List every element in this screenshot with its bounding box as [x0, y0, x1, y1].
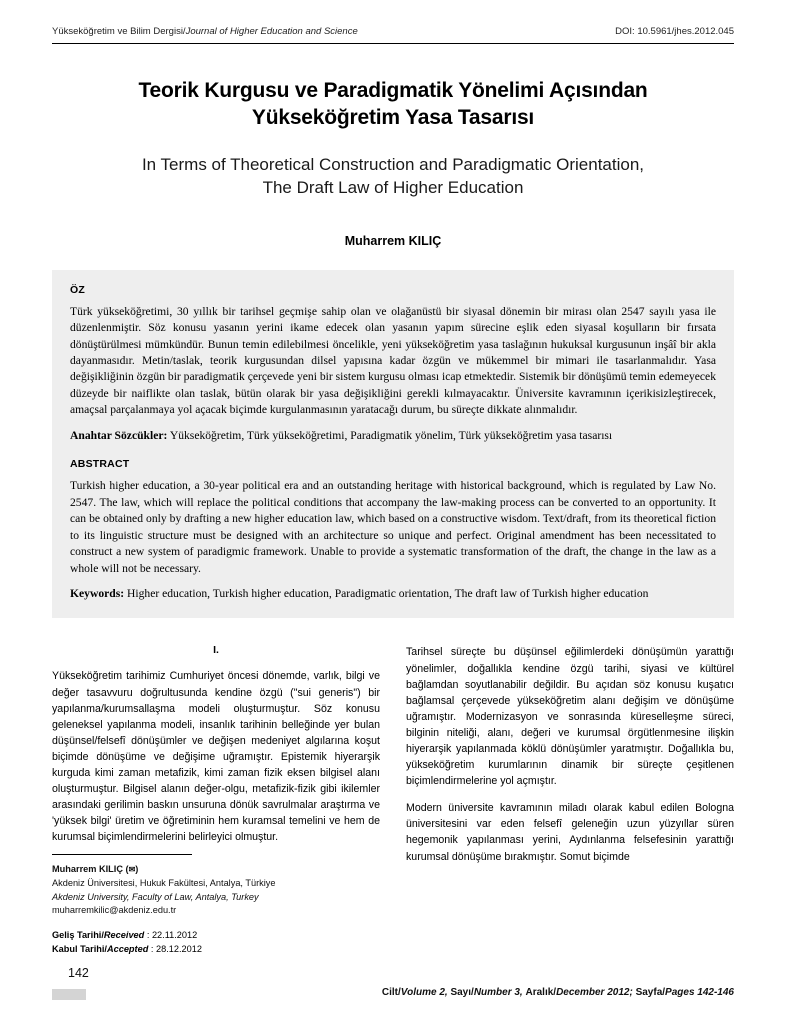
paragraph: Yükseköğretim tarihimiz Cumhuriyet öncesi dönemde, varlık, bilgi ve değer tasavvuru doğrultusunda kendine özgü ("sui generis") bir yapılanma/kurumsallaşma modeli oluşturmuştur. Söz konusu geleneksel yapılanma modeli, insanlık tarihinin belleğinde yer bulan düşünsel/felsefî dönüşümler ve değişen medeniyet algılarına koşut biçimde dönüşüme ve değişime uğramıştır. Epistemik hiyerarşik kurguda kimi zaman metafizik, kimi zaman fizik eksen bilgisel alanı oluşturmuştur. Bilgisel alanın değer-olgu, metafizik-fizik gibi ikilemler arasındaki gerilimin baskın unsuruna dönük savrulmalar araştırma ve 'yüksek bilgi' üretim ve öğretiminin hem kuramsal temelini ve hem de kurumsal biçimlendirmelerini belirleyici olmuştur.: [52, 670, 380, 844]
author-name: Muharrem KILIÇ: [344, 233, 442, 248]
citation-month-tr: Aralık/: [525, 987, 557, 998]
accepted-label-en: Accepted: [106, 944, 149, 955]
abstract-tr-heading: ÖZ: [70, 283, 85, 296]
received-label-en: Received: [103, 930, 145, 941]
abstract-en-heading: ABSTRACT: [70, 458, 130, 471]
citation-line: [382, 987, 734, 998]
column-left: [52, 644, 380, 875]
page-title-tr: [52, 78, 734, 132]
journal-name: [52, 26, 358, 37]
page-title-en: [52, 154, 734, 200]
keywords-en: [70, 586, 716, 602]
manuscript-dates: [52, 928, 382, 957]
citation-issue-tr: Sayı/: [450, 987, 474, 998]
keywords-tr-list: Yükseköğretim, Türk yükseköğretimi, Paradigmatik yönelim, Türk yükseköğretim yasa tasarısı: [169, 428, 613, 442]
citation-pages-en: Pages 142-146: [665, 987, 734, 998]
doi: DOI: 10.5961/jhes.2012.045: [615, 26, 734, 37]
abstract-tr-text: Türk yükseköğretimi, 30 yıllık bir tarihsel geçmişe sahip olan ve olağanüstü bir siyasal dönemin bir mirası olan 2547 sayılı yasa ile düzenlenmiştir. Söz konusu yasanın yerini ikame edecek olan yasanın yapım sürecine eşlik eden siyasal koşulların bir fırsata dönüştürülmesi mümkündür. Bunun temin edilebilmesi öncelikle, yeni yükseköğretim yasa taslağının hukuksal kurgusunun inşâî bir akla dayanmasıdır. Metin/taslak, teorik kurgusundan dilsel yapısına kadar özgün ve mükemmel bir mimari ile tasarlanmalıdır. Yasa değişikliğinin özgün bir paradigmatik çerçevede yeni bir sistem kurgusu olması icap etmektedir. Sistemik bir dönüşümü temin edemeyecek düzeyde bir naiflikte olan taslak, bütün olarak bir yasa değişikliğini gerekli kılmayacaktır. Üniversite kavramının içerikisizleştirecek, amaçsal parçalanmaya yol açacak biçimde kurgulanmasının yaratacağı durum, bu süreçte dikkate alınmalıdır.: [70, 304, 716, 417]
received-date-line: [52, 928, 382, 942]
title-tr-line1: Teorik Kurgusu ve Paradigmatik Yönelimi Açısından: [138, 79, 648, 102]
page-tab-marker: [52, 989, 86, 1000]
journal-name-tr: Yükseköğretim ve Bilim Dergisi/: [52, 26, 186, 37]
footnote-divider: [52, 854, 192, 855]
footnote-author-name: Muharrem KILIÇ: [52, 864, 123, 874]
footnote-block: [52, 854, 382, 957]
citation-volume-tr: Cilt/: [381, 987, 401, 998]
affiliation-tr: Akdeniz Üniversitesi, Hukuk Fakültesi, Antalya, Türkiye: [52, 877, 276, 888]
citation-pages-tr: Sayfa/: [635, 987, 666, 998]
page-number: 142: [68, 966, 89, 980]
accepted-date-value: : 28.12.2012: [150, 944, 202, 955]
author-email[interactable]: muharremkilic@akdeniz.edu.tr: [52, 905, 177, 916]
running-head: [52, 26, 734, 43]
keywords-en-list: Higher education, Turkish higher education, Paradigmatic orientation, The draft law of Turkish higher education: [127, 586, 649, 600]
received-label-tr: Geliş Tarihi/: [52, 930, 104, 941]
citation-volume-en: Volume 2,: [400, 987, 451, 998]
title-en-line1: In Terms of Theoretical Construction and Paradigmatic Orientation,: [141, 154, 645, 174]
envelope-icon: ✉: [128, 864, 136, 874]
accepted-label-tr: Kabul Tarihi/: [52, 944, 107, 955]
title-en-line2: The Draft Law of Higher Education: [262, 177, 524, 197]
citation-month-en: December 2012;: [556, 987, 636, 998]
body-columns: [52, 644, 734, 875]
citation-issue-en: Number 3,: [473, 987, 526, 998]
journal-name-en: Journal of Higher Education and Science: [185, 26, 358, 37]
accepted-date-line: [52, 942, 382, 956]
abstract-en-text: Turkish higher education, a 30-year political era and an outstanding heritage with historical background, which is regulated by Law No. 2547. The law, which will replace the political conditions that accompany the law-making process can be converted to an opportunity. It can be obtained only by drafting a new higher education law, which based on a constructive wisdom. Text/draft, from its theoretical fiction to its linguistic structure must be designed with an architecture so unique and perfect. Original amendment has been necessitated to construct a new system of paradigmic framework. Unable to provide a systematic transformation of the draft, the change in the law as a whole will not be necessary.: [70, 479, 716, 575]
keywords-en-label: Keywords:: [70, 586, 125, 600]
section-number: I.: [213, 644, 219, 657]
keywords-tr-label: Anahtar Sözcükler:: [70, 428, 168, 442]
paragraph: Tarihsel süreçte bu düşünsel eğilimlerdeki dönüşümün yarattığı yönelimler, doğallıkla kendine özgü tarihi, siyasi ve kültürel bağlamdan soyutlanabilir değildir. Bu açıdan söz konusu kuşatıcı bağlamsal çerçevede yükseköğretim alanı değişim ve dönüşüme uğramıştır. Modernizasyon ve sonrasında küreselleşme süreci, bilginin niteliği, alanı, değeri ve kurumsal örgütlenmesine ilişkin hiyerarşik yapılanmada köklü dönüşümler yaratmıştır. Doğallıkla bu, yükseköğretim kurumlarının dinamik bir süreçte çeşitlenen biçimlendirmelerine yol açmıştır.: [406, 646, 734, 788]
affiliation-en: Akdeniz University, Faculty of Law, Antalya, Turkey: [52, 891, 259, 902]
title-tr-line2: Yükseköğretim Yasa Tasarısı: [251, 105, 535, 129]
footnote-author: Muharrem KILIÇ (✉): [52, 864, 139, 874]
received-date-value: : 22.11.2012: [146, 930, 198, 941]
keywords-tr: [70, 428, 716, 444]
paragraph: Modern üniversite kavramının miladı olarak kabul edilen Bologna üniversitesini var eden felsefî geleneğin uzun yüzyıllar süren hegemonik yapılanması yerini, Aydınlanma felsefesinin yarattığı kurumsal dönüşüme bırakmıştır. Somut biçimde: [406, 802, 734, 863]
column-right: [406, 644, 734, 875]
header-divider: [52, 43, 734, 44]
abstract-block: [52, 270, 734, 619]
